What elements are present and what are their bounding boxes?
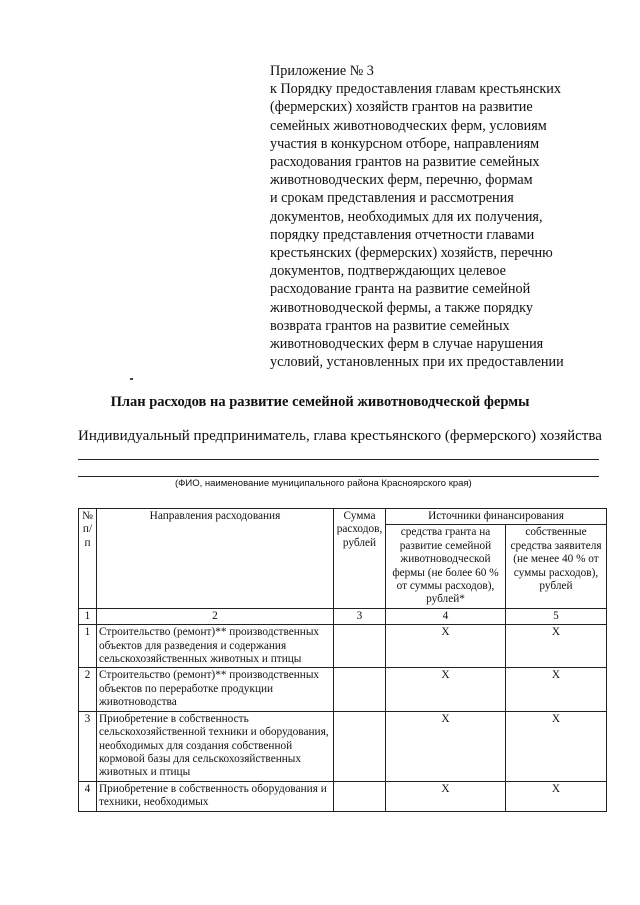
- row-num: 4: [79, 781, 97, 811]
- header-sum: Сумма расходов, рублей: [334, 509, 386, 609]
- appendix-block: [270, 62, 610, 371]
- row-direction: Строительство (ремонт)** производственных объектов для разведения и содержания сельскохозяйственных животных и птицы: [97, 625, 334, 668]
- field-caption: (ФИО, наименование муниципального района Красноярского края): [175, 478, 472, 489]
- appendix-line: Приложение № 3: [270, 63, 374, 79]
- header-grant: средства гранта на развитие семейной животноводческой фермы (не более 60 % от суммы расходов), рублей*: [386, 525, 506, 608]
- table-header-row: [79, 509, 607, 525]
- appendix-line: возврата грантов на развитие семейных: [270, 317, 510, 334]
- row-direction: Приобретение в собственность сельскохозяйственной техники и оборудования, необходимых для создания собственной кормовой базы для сельскохозяйственных животных и птицы: [97, 711, 334, 781]
- appendix-line: к Порядку предоставления главам крестьянских: [270, 81, 561, 98]
- header-num: № п/п: [79, 509, 97, 609]
- row-own: Х: [506, 781, 607, 811]
- row-sum[interactable]: [334, 711, 386, 781]
- page-title: План расходов на развитие семейной животноводческой фермы: [110, 394, 530, 410]
- expense-plan-table: [78, 508, 607, 812]
- scan-speck: [130, 378, 133, 380]
- row-grant: Х: [386, 711, 506, 781]
- header-own: собственные средства заявителя (не менее 40 % от суммы расходов), рублей: [506, 525, 607, 608]
- row-own: Х: [506, 711, 607, 781]
- appendix-line: документов, необходимых для их получения,: [270, 208, 543, 225]
- table-row: [79, 625, 607, 668]
- fill-in-line: [78, 476, 599, 477]
- appendix-line: крестьянских (фермерских) хозяйств, перечню: [270, 245, 553, 262]
- appendix-line: документов, подтверждающих целевое: [270, 263, 506, 280]
- table-row: [79, 668, 607, 711]
- column-number: 5: [506, 608, 607, 624]
- appendix-line: животноводческих ферм в случае нарушения: [270, 336, 544, 353]
- row-own: Х: [506, 668, 607, 711]
- row-num: 1: [79, 625, 97, 668]
- appendix-line: расходования грантов на развитие семейных: [270, 154, 540, 171]
- row-sum[interactable]: [334, 668, 386, 711]
- row-grant: Х: [386, 625, 506, 668]
- table-row: [79, 781, 607, 811]
- header-sources: Источники финансирования: [386, 509, 607, 525]
- fill-in-line: [78, 459, 599, 460]
- column-number: 2: [97, 608, 334, 624]
- column-number: 3: [334, 608, 386, 624]
- appendix-line: расходование гранта на развитие семейной: [270, 281, 531, 298]
- column-number-row: [79, 608, 607, 624]
- appendix-line: и срокам представления и рассмотрения: [270, 190, 514, 207]
- row-sum[interactable]: [334, 625, 386, 668]
- appendix-line: семейных животноводческих ферм, условиям: [270, 117, 547, 134]
- appendix-line: условий, установленных при их предоставлении: [270, 354, 564, 371]
- row-grant: Х: [386, 668, 506, 711]
- header-direction: Направления расходования: [97, 509, 334, 609]
- appendix-line: участия в конкурсном отборе, направлениям: [270, 135, 540, 152]
- row-direction: Строительство (ремонт)** производственных объектов по переработке продукции животноводства: [97, 668, 334, 711]
- column-number: 4: [386, 608, 506, 624]
- row-own: Х: [506, 625, 607, 668]
- row-grant: Х: [386, 781, 506, 811]
- appendix-line: (фермерских) хозяйств грантов на развитие: [270, 99, 533, 116]
- row-direction: Приобретение в собственность оборудования и техники, необходимых: [97, 781, 334, 811]
- table-row: [79, 711, 607, 781]
- appendix-line: животноводческих ферм, перечню, формам: [270, 172, 533, 189]
- appendix-line: животноводческой фермы, а также порядку: [270, 299, 533, 316]
- appendix-line: порядку представления отчетности главами: [270, 226, 535, 243]
- applicant-label: Индивидуальный предприниматель, глава крестьянского (фермерского) хозяйства: [78, 428, 602, 444]
- row-num: 3: [79, 711, 97, 781]
- row-num: 2: [79, 668, 97, 711]
- row-sum[interactable]: [334, 781, 386, 811]
- column-number: 1: [79, 608, 97, 624]
